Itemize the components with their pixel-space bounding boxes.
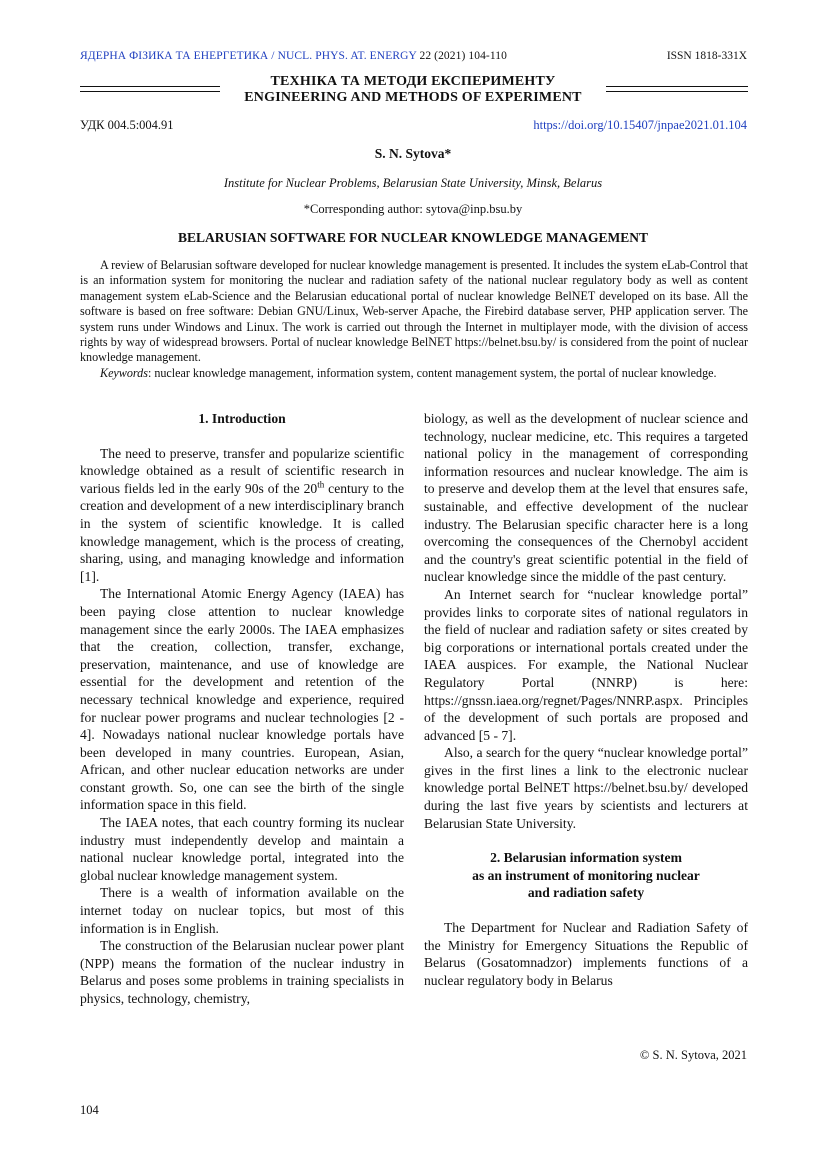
page-number: 104 xyxy=(80,1103,99,1117)
issn: ISSN 1818-331X xyxy=(666,50,747,62)
doi-link[interactable]: https://doi.org/10.15407/jnpae2021.01.104 xyxy=(533,118,747,132)
intro-paragraph-5: The construction of the Belarusian nuclear power plant (NPP) means the formation of the nuclear industry in Belarus and poses some problems in training specialists in physics, technology, chemistry, xyxy=(80,938,404,1006)
superscript-th: th xyxy=(317,479,325,490)
intro-paragraph-4: There is a wealth of information available on the internet today on nuclear topics, but most of this information is in English. xyxy=(80,885,404,936)
keywords-label: Keywords xyxy=(100,365,148,380)
right-double-rule xyxy=(606,86,748,92)
affiliation: Institute for Nuclear Problems, Belarusian State University, Minsk, Belarus xyxy=(223,176,603,190)
section-title-en: ENGINEERING AND METHODS OF EXPERIMENT xyxy=(244,90,582,105)
journal-name-ua: ЯДЕРНА ФІЗИКА ТА ЕНЕРГЕТИКА xyxy=(80,50,269,62)
left-column xyxy=(80,410,404,1008)
udk-code: УДК 004.5:004.91 xyxy=(80,118,174,132)
intro-paragraph-6: An Internet search for “nuclear knowledge portal” provides links to corporate sites of national regulators in the field of nuclear and radiation safety or sites created by big corporations or international portals created under the IAEA auspices. For example, the National Nuclear Regulatory Portal (NNRP) is here: https://gnssn.iaea.org/regnet/Pages/NNRP.aspx. Principles of the development of such portals are proposed and advanced [5 - 7]. xyxy=(424,586,748,743)
journal-name-en: NUCL. PHYS. AT. ENERGY xyxy=(277,50,417,62)
corresponding-author: *Corresponding author: sytova@inp.bsu.by xyxy=(303,202,523,216)
section2-paragraph-1: The Department for Nuclear and Radiation Safety of the Ministry for Emergency Situations the Republic of Belarus (Gosatomnadzor) implements functions of a nuclear regulatory body in Belarus xyxy=(424,920,748,988)
journal-issue: 22 (2021) 104-110 xyxy=(416,50,507,62)
intro-paragraph-3: The IAEA notes, that each country forming its nuclear industry must independently develop and maintain a national nuclear knowledge portal, integrated into the global nuclear knowledge management system. xyxy=(80,815,404,883)
keywords-text: : nuclear knowledge management, information system, content management system, the portal of nuclear knowledge. xyxy=(147,365,717,380)
copyright: © S. N. Sytova, 2021 xyxy=(639,1048,747,1062)
author-name: S. N. Sytova* xyxy=(374,146,452,161)
abstract xyxy=(80,258,748,381)
intro-paragraph-5-continued: biology, as well as the development of nuclear science and technology, nuclear medicine, etc. This requires a targeted national policy in the management of corresponding information resources and nuclear knowledge. The aim is to preserve and develop them at the level that ensures safe, sustainable, and effective development of the nuclear industry. The Belarusian specific character here is a long overcoming the consequences of the Chernobyl accident and the country's great scientific potential in the field of nuclear knowledge since the middle of the past century. xyxy=(424,411,748,585)
keywords xyxy=(80,366,748,381)
intro-paragraph-2: The International Atomic Energy Agency (IAEA) has been paying close attention to nuclear knowledge management since the early 2000s. The IAEA emphasizes that the creation, collection, transfer, exchange, preservation, maintenance, and use of knowledge are essential for the development and retention of the necessary technical knowledge and experience, required for nuclear power programs and nuclear technologies [2 - 4]. Nowadays national nuclear knowledge portals have been developed in many countries. European, Asian, African, and other nuclear education networks are under constant growth. So, one can see the birth of the single information space in this field. xyxy=(80,586,404,813)
section2-heading: 2. Belarusian information system as an instrument of monitoring nuclear and radiation safety xyxy=(472,850,700,901)
right-column xyxy=(424,410,748,989)
intro-paragraph-1: The need to preserve, transfer and popularize scientific knowledge obtained as a result of scientific research in various fields led in the early 90s of the 20th century to the creation and development of a new interdisciplinary branch in the system of scientific knowledge. It is called knowledge management, which is the process of creating, sharing, using, and managing knowledge and information [1]. xyxy=(80,445,405,584)
intro-heading: 1. Introduction xyxy=(198,411,286,426)
left-double-rule xyxy=(80,86,220,92)
intro-paragraph-7: Also, a search for the query “nuclear knowledge portal” gives in the first lines a link to the electronic nuclear knowledge portal BelNET https://belnet.bsu.by/ developed during the last five years by scientists and lecturers at Belarusian State University. xyxy=(424,745,748,831)
journal-header xyxy=(80,50,507,62)
paper-title: BELARUSIAN SOFTWARE FOR NUCLEAR KNOWLEDGE MANAGEMENT xyxy=(178,230,648,245)
section-title-ua: ТЕХНІКА ТА МЕТОДИ ЕКСПЕРИМЕНТУ xyxy=(270,74,556,89)
journal-separator: / xyxy=(268,50,278,62)
abstract-text: A review of Belarusian software developed for nuclear knowledge management is presented. It includes the system eLab-Control that is an information system for monitoring the nuclear and radiation safety of the national nuclear regulatory body as well as content management system eLab-Science and the Belarusian educational portal of nuclear knowledge BelNET developed on its base. All the software is based on free software: Debian GNU/Linux, Web-server Apache, the Firebird database server, PHP application server. The system runs under Windows and Linux. The work is carried out through the Internet in multiplayer mode, with the division of access rights by way of widespread browsers. Portal of nuclear knowledge BelNET https://belnet.bsu.by/ is considered from the point of nuclear knowledge management. xyxy=(80,258,748,365)
